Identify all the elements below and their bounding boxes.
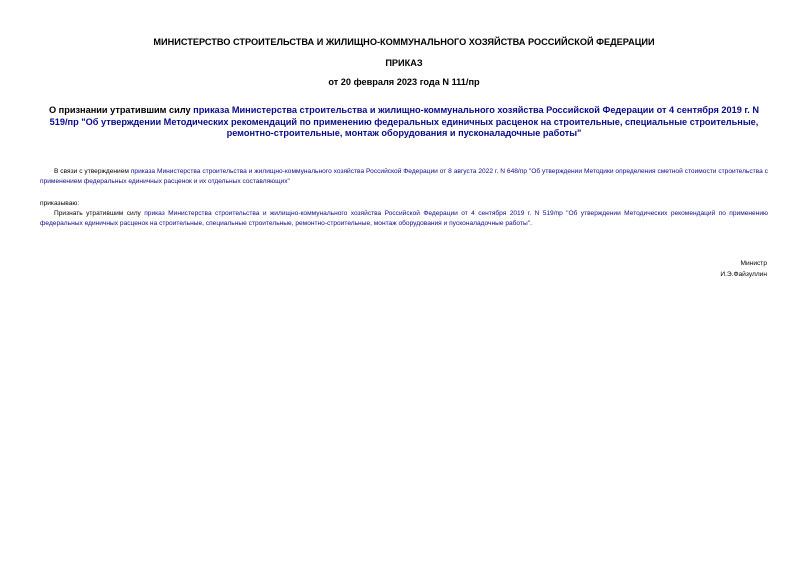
command-word: приказываю: xyxy=(40,200,80,207)
paragraph-basis xyxy=(40,167,768,186)
order-heading xyxy=(40,105,768,140)
signatory-name: И.Э.Файзуллин xyxy=(720,270,767,278)
paragraph-decision-prefix: Признать утратившим силу xyxy=(54,210,145,217)
signature-block xyxy=(720,259,767,280)
link-order-519[interactable]: приказ Министерства строительства и жилищно-коммунального хозяйства Российской Федерации от 4 сентября 2019 г. N 519/пр "Об утверждении Методических рекомендаций по применению федеральных единичных расценок на строительные, специальные строительные, ремонтно-строительные, монтаж оборудования и пусконаладочные работы" xyxy=(40,210,768,227)
order-date-number: от 20 февраля 2023 года N 111/пр xyxy=(328,77,480,87)
paragraph-decision xyxy=(40,209,768,228)
paragraph-decision-suffix: . xyxy=(530,219,532,227)
heading-link-order-519[interactable]: приказа Министерства строительства и жилищно-коммунального хозяйства Российской Федерации от 4 сентября 2019 г. N 519/пр "Об утверждении Методических рекомендаций по применению федеральных единичных расценок на строительные, специальные строительные, ремонтно-строительные, монтаж оборудования и пусконаладочные работы" xyxy=(49,105,760,139)
document-type: ПРИКАЗ xyxy=(385,58,423,68)
paragraph-basis-prefix: В связи с утверждением xyxy=(54,168,131,175)
heading-prefix: О признании утратившим силу xyxy=(48,105,194,115)
ministry-title: МИНИСТЕРСТВО СТРОИТЕЛЬСТВА И ЖИЛИЩНО-КОММУНАЛЬНОГО ХОЗЯЙСТВА РОССИЙСКОЙ ФЕДЕРАЦИИ xyxy=(153,37,655,47)
signatory-position: Министр xyxy=(740,260,767,267)
link-order-648[interactable]: приказа Министерства строительства и жилищно-коммунального хозяйства Российской Федерации от 8 августа 2022 г. N 648/пр "Об утверждении Методики определения сметной стоимости строительства с применением федеральных единичных расценок и их отдельных составляющих" xyxy=(40,168,768,185)
